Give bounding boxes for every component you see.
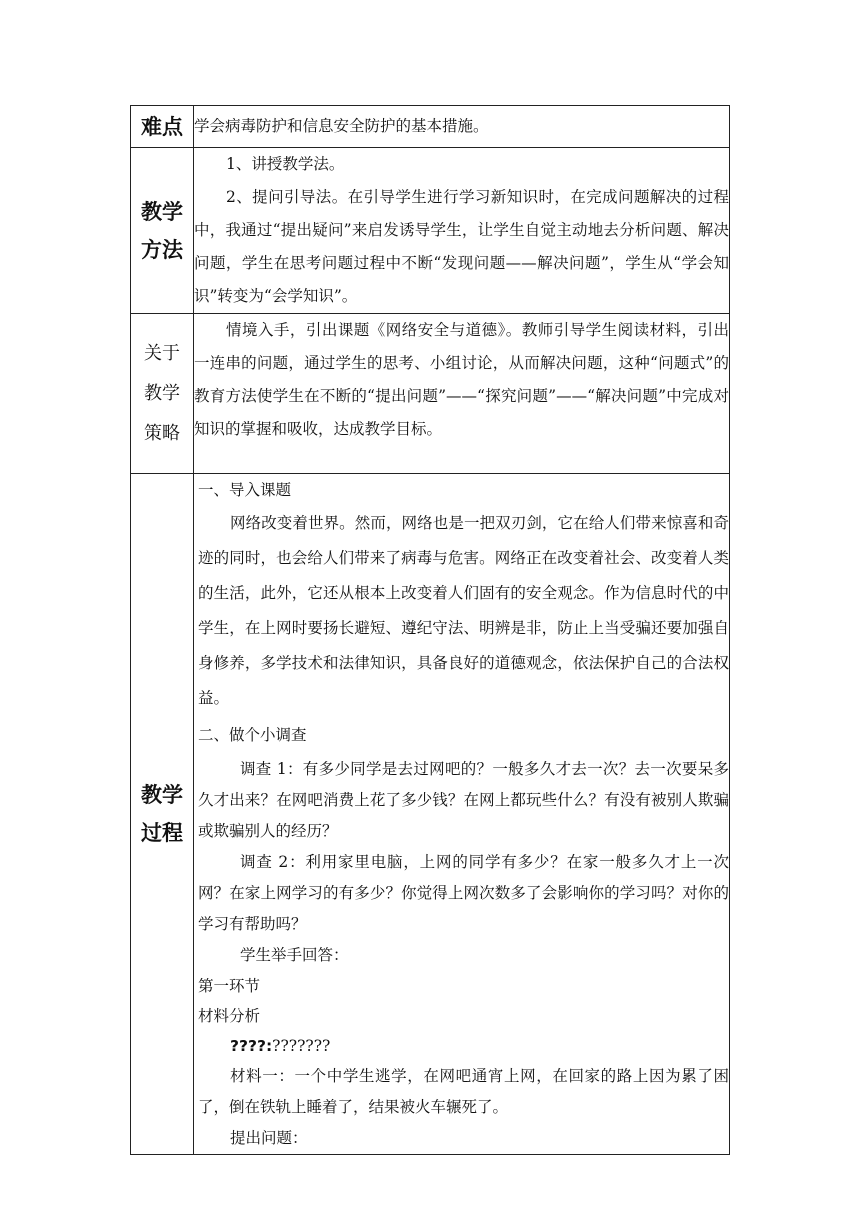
- process-garbled-line: [198, 1031, 729, 1061]
- methods-row: [131, 148, 730, 314]
- strategy-content-cell: [194, 314, 730, 474]
- difficulty-text: 学会病毒防护和信息安全防护的基本措施。: [194, 117, 489, 135]
- process-garbled-bold: ????:: [230, 1037, 273, 1055]
- process-heading-2: 二、做个小调查: [198, 726, 307, 744]
- process-stage: 第一环节: [198, 977, 261, 995]
- strategy-label-cell: [131, 314, 194, 474]
- process-garbled-rest: ???????: [272, 1037, 331, 1055]
- difficulty-label-cell: [131, 106, 194, 148]
- strategy-label-line1: 关于: [144, 342, 180, 364]
- methods-item-1: 1、讲授教学法。: [226, 155, 345, 173]
- process-material-1: 材料一：一个中学生逃学，在网吧通宵上网，在回家的路上因为累了困了，倒在铁轨上睡着了，结果被火车辗死了。: [198, 1067, 729, 1116]
- process-label-line2: 过程: [141, 821, 183, 845]
- lesson-plan-table: [130, 105, 730, 1155]
- process-content-cell: [194, 474, 730, 1155]
- difficulty-label: 难点: [141, 114, 183, 139]
- methods-label-line1: 教学: [141, 199, 183, 224]
- strategy-text: 情境入手，引出课题《网络安全与道德》。教师引导学生阅读材料，引出一连串的问题，通过学生的思考、小组讨论，从而解决问题，这种“问题式”的教育方法使学生在不断的“提出问题”——“探究问题”——“解决问题”中完成对知识的掌握和吸收，达成教学目标。: [194, 321, 729, 438]
- process-label-line1: 教学: [141, 783, 183, 807]
- strategy-label-line2: 教学: [144, 382, 180, 404]
- process-material-analysis: 材料分析: [198, 1007, 261, 1025]
- strategy-label-line3: 策略: [144, 422, 180, 444]
- process-survey-2: 调查 2：利用家里电脑，上网的同学有多少？在家一般多久才上一次网？在家上网学习的有多少？你觉得上网次数多了会影响你的学习吗？对你的学习有帮助吗？: [198, 853, 729, 933]
- process-row: [131, 474, 730, 1155]
- process-heading-1: 一、导入课题: [198, 481, 292, 499]
- methods-item-2: 2、提问引导法。在引导学生进行学习新知识时，在完成问题解决的过程中，我通过“提出疑问”来启发诱导学生，让学生自觉主动地去分析问题、解决问题，学生在思考问题过程中不断“发现问题——解决问题”，学生从“学会知识”转变为“会学知识”。: [194, 188, 729, 305]
- methods-label-line2: 方法: [141, 237, 183, 262]
- difficulty-content-cell: [194, 106, 730, 148]
- methods-label-cell: [131, 148, 194, 314]
- process-question: 提出问题：: [230, 1129, 308, 1147]
- methods-content-cell: [194, 148, 730, 314]
- process-label-cell: [131, 474, 194, 1155]
- difficulty-row: [131, 106, 730, 148]
- process-answer: 学生举手回答：: [240, 946, 349, 964]
- process-survey-1: 调查 1：有多少同学是去过网吧的？一般多久才去一次？去一次要呆多久才出来？在网吧消费上花了多少钱？在网上都玩些什么？有没有被别人欺骗或欺骗别人的经历？: [198, 760, 729, 840]
- process-intro: 网络改变着世界。然而，网络也是一把双刃剑，它在给人们带来惊喜和奇迹的同时，也会给人们带来了病毒与危害。网络正在改变着社会、改变着人类的生活，此外，它还从根本上改变着人们固有的安全观念。作为信息时代的中学生，在上网时要扬长避短、遵纪守法、明辨是非，防止上当受骗还要加强自身修养，多学技术和法律知识，具备良好的道德观念，依法保护自己的合法权益。: [198, 514, 729, 707]
- strategy-row: [131, 314, 730, 474]
